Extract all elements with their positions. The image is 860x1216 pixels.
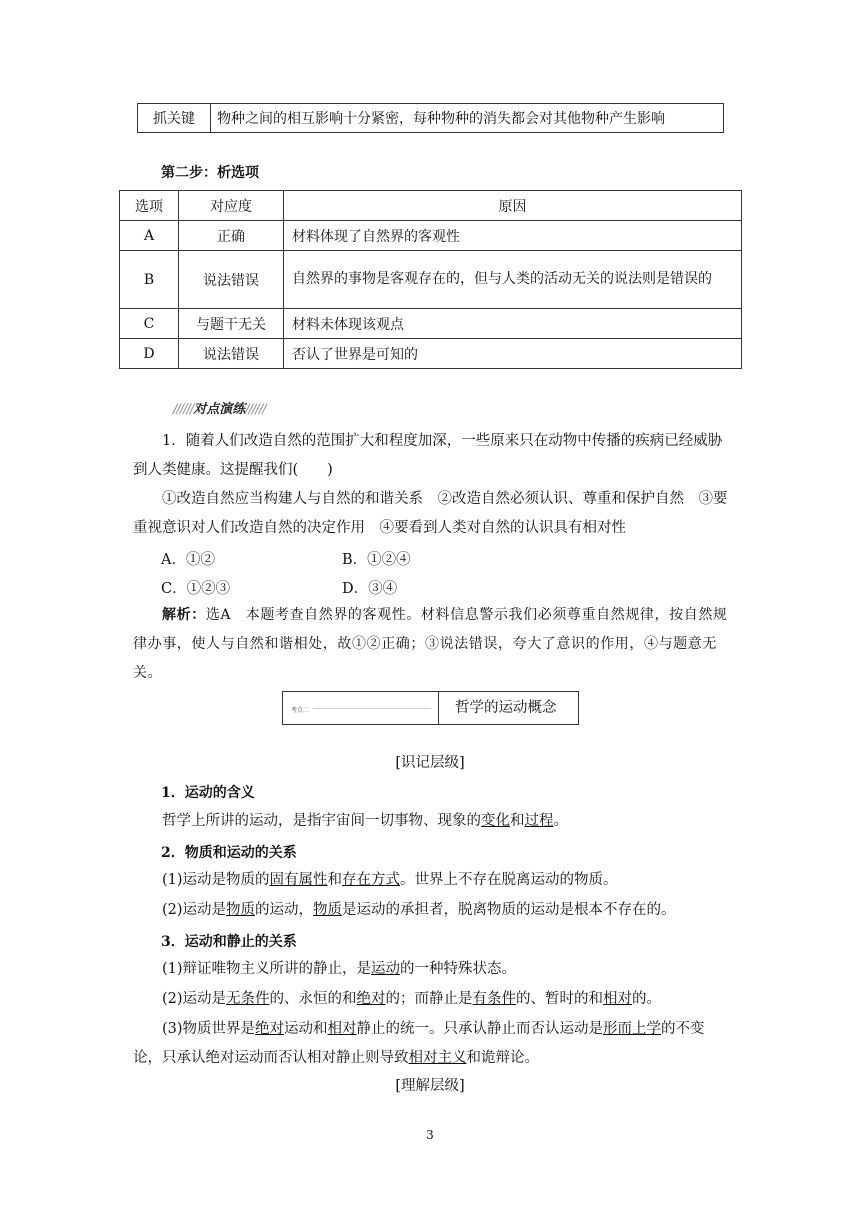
text-span: 的、暂时的和 <box>516 991 604 1007</box>
level-recall: [识记层级] <box>395 755 465 771</box>
choice-a: A．①② <box>161 552 215 568</box>
underlined-term: 相对主义 <box>408 1050 467 1066</box>
section3-p3 <box>133 1015 729 1073</box>
row-reason: 材料体现了自然界的客观性 <box>284 221 742 251</box>
header-option: 选项 <box>120 191 179 221</box>
section2-p1 <box>133 866 729 895</box>
text-span: 和 <box>327 872 343 888</box>
text-span: 的；而静止是 <box>385 991 473 1007</box>
text-span: 哲学上所讲的运动，是指宇宙间一切事物、现象的 <box>162 813 481 829</box>
row-option: C <box>120 309 179 339</box>
concept-tag: 考点二 <box>291 707 310 714</box>
underlined-term: 相对 <box>603 991 633 1007</box>
text-span: 的。 <box>632 991 662 1007</box>
table-row <box>120 339 742 369</box>
section1-text <box>133 807 729 836</box>
underlined-term: 固有属性 <box>269 872 328 888</box>
choice-d: D．③④ <box>342 581 398 597</box>
concept-tag-cell <box>283 692 439 724</box>
underlined-term: 形而上学 <box>603 1021 662 1037</box>
concept-divider <box>313 708 431 709</box>
text-span: 的、永恒的和 <box>269 991 357 1007</box>
choice-b: B．①②④ <box>342 552 411 568</box>
underlined-term: 过程 <box>524 813 554 829</box>
concept-box <box>282 691 579 725</box>
choice-c: C．①②③ <box>161 581 231 597</box>
text-span: 的一种特殊状态。 <box>400 961 517 977</box>
analysis-label: 解析： <box>162 607 206 623</box>
underlined-term: 变化 <box>481 813 510 829</box>
key-label: 抓关键 <box>138 104 211 133</box>
row-degree: 正确 <box>179 221 284 251</box>
underlined-term: 有条件 <box>472 991 517 1007</box>
text-span: (2)运动是 <box>162 991 227 1007</box>
row-option: D <box>120 339 179 369</box>
header-degree: 对应度 <box>179 191 284 221</box>
key-content: 物种之间的相互影响十分紧密，每种物种的消失都会对其他物种产生影响 <box>211 104 724 133</box>
section3-p1 <box>133 955 729 984</box>
text-span: 和诡辩论。 <box>466 1050 539 1066</box>
underlined-term: 存在方式 <box>342 872 401 888</box>
underlined-term: 无条件 <box>226 991 270 1007</box>
practice-heading <box>173 398 266 417</box>
header-reason: 原因 <box>284 191 742 221</box>
table-row <box>120 221 742 251</box>
text-span: 和 <box>510 813 525 829</box>
decorative-slashes-left: ////// <box>173 402 194 417</box>
text-span: 的运动， <box>255 902 314 918</box>
text-span: (1)辩证唯物主义所讲的静止，是 <box>162 961 372 977</box>
analysis-text: 选A 本题考查自然界的客观性。材料信息警示我们必须尊重自然规律，按自然规律办事，使人与自然和谐相处，故①②正确；③说法错误，夸大了意识的作用，④与题意无关。 <box>133 607 728 681</box>
text-span: 运动和 <box>284 1021 328 1037</box>
row-degree: 说法错误 <box>179 339 284 369</box>
row-reason: 自然界的事物是客观存在的，但与人类的活动无关的说法则是错误的 <box>284 251 742 309</box>
underlined-term: 物质 <box>226 902 256 918</box>
level-understand: [理解层级] <box>395 1078 465 1094</box>
text-span: 静止的统一。只承认静止而否认运动是 <box>356 1021 604 1037</box>
text-span: (1)运动是物质的 <box>162 872 270 888</box>
underlined-term: 相对 <box>327 1021 357 1037</box>
underlined-term: 绝对 <box>356 991 386 1007</box>
text-span: 。世界上不存在脱离运动的物质。 <box>400 872 618 888</box>
practice-label: 对点演练 <box>193 402 246 417</box>
table-row <box>120 251 742 309</box>
analysis <box>133 601 729 688</box>
decorative-slashes-right: ////// <box>245 402 266 417</box>
text-span: 。 <box>553 813 568 829</box>
row-option: B <box>120 251 179 309</box>
section2-title: 2．物质和运动的关系 <box>161 845 297 861</box>
row-degree: 说法错误 <box>179 251 284 309</box>
section3-p2 <box>133 985 729 1014</box>
concept-title: 哲学的运动概念 <box>455 700 557 716</box>
row-reason: 材料未体现该观点 <box>284 309 742 339</box>
row-degree: 与题干无关 <box>179 309 284 339</box>
text-span: 是运动的承担者，脱离物质的运动是根本不存在的。 <box>342 902 676 918</box>
question-stem: 1．随着人们改造自然的范围扩大和程度加深，一些原来只在动物中传播的疾病已经威胁到人类健康。这提醒我们( ) <box>133 433 723 478</box>
step-two-title: 第二步：析选项 <box>161 165 259 181</box>
table-row <box>120 309 742 339</box>
key-table <box>137 103 724 133</box>
text-span: (2)运动是 <box>162 902 227 918</box>
section2-p2 <box>133 896 729 925</box>
page-number: 3 <box>426 1128 434 1142</box>
question-statements: ①改造自然应当构建人与自然的和谐关系 ②改造自然必须认识、尊重和保护自然 ③要重视意识对人们改造自然的决定作用 ④要看到人类对自然的认识具有相对性 <box>133 491 728 536</box>
section3-title: 3．运动和静止的关系 <box>161 934 297 950</box>
options-table <box>119 190 742 369</box>
text-span: (3)物质世界是 <box>162 1021 256 1037</box>
text-span: 的不变论，只承认绝对运动而否认相对静止则导致 <box>133 1021 705 1066</box>
row-option: A <box>120 221 179 251</box>
underlined-term: 运动 <box>371 961 401 977</box>
underlined-term: 物质 <box>313 902 343 918</box>
row-reason: 否认了世界是可知的 <box>284 339 742 369</box>
section1-title: 1．运动的含义 <box>161 785 255 801</box>
underlined-term: 绝对 <box>255 1021 285 1037</box>
